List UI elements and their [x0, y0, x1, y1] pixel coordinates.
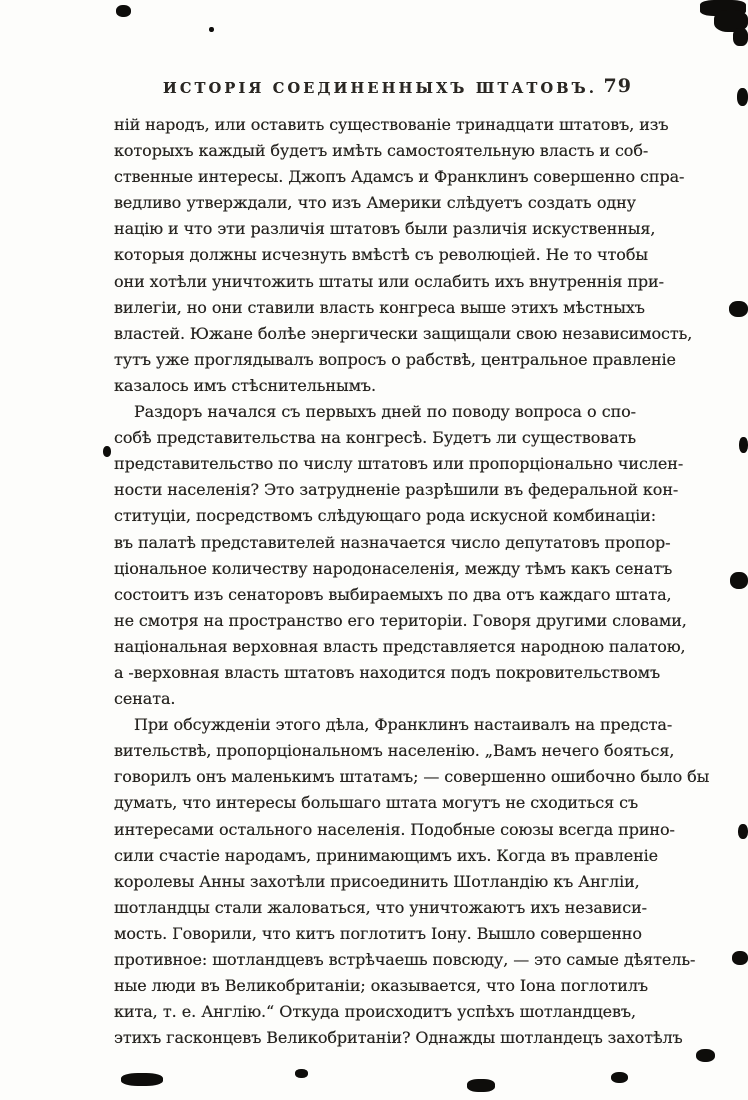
- text-line: ственные интересы. Джопъ Адамсъ и Франклинъ совершенно спра-: [114, 167, 685, 187]
- page-text: [114, 112, 710, 1051]
- text-line: которыя должны исчезнуть вмѣстѣ съ революціей. Не то чтобы: [114, 245, 648, 265]
- text-line: шотландцы стали жаловаться, что уничтожаютъ ихъ независи-: [114, 897, 647, 917]
- text-line: ности населенія? Это затрудненіе разрѣшили въ федеральной кон-: [114, 480, 679, 500]
- scan-artifact: [209, 27, 214, 32]
- scan-artifact: [103, 446, 111, 457]
- text-line: а -верховная власть штатовъ находится подъ покровительствомъ: [114, 662, 661, 682]
- text-line: властей. Южане болѣе энергически защищали свою независимость,: [114, 323, 693, 343]
- text-line: ціональное количеству народонаселенія, между тѣмъ какъ сенатъ: [114, 558, 673, 578]
- text-line: интересами остального населенія. Подобные союзы всегда прино-: [114, 819, 675, 839]
- scan-artifact: [467, 1079, 495, 1092]
- text-line: казалось имъ стѣснительнымъ.: [114, 375, 376, 395]
- text-line: состоитъ изъ сенаторовъ выбираемыхъ по два отъ каждаго штата,: [114, 584, 672, 604]
- text-line: вилегіи, но они ставили власть конгреса выше этихъ мѣстныхъ: [114, 297, 645, 317]
- text-line: въ палатѣ представителей назначается число депутатовъ пропор-: [114, 532, 671, 552]
- text-line: національная верховная власть представляется народною палатою,: [114, 636, 686, 656]
- text-line: ституціи, посредствомъ слѣдующаго рода искусной комбинаціи:: [114, 506, 656, 526]
- text-line: тутъ уже проглядывалъ вопросъ о рабствѣ, центральное правленіе: [114, 349, 676, 369]
- text-line: сената.: [114, 689, 176, 709]
- scan-artifact: [295, 1069, 308, 1078]
- text-line: они хотѣли уничтожить штаты или ослабить ихъ внутреннія при-: [114, 271, 664, 291]
- text-line: ведливо утверждали, что изъ Америки слѣдуетъ создать одну: [114, 193, 636, 213]
- text-line: королевы Анны захотѣли присоединить Шотландію къ Англіи,: [114, 871, 640, 891]
- scan-artifact: [729, 301, 748, 317]
- scan-artifact: [738, 824, 748, 839]
- scan-artifact: [116, 5, 131, 17]
- text-line: думать, что интересы большаго штата могутъ не сходиться съ: [114, 793, 639, 813]
- running-head: ИСТОРІЯ СОЕДИНЕННЫХЪ ШТАТОВЪ.: [162, 80, 598, 97]
- text-line: вительствѣ, пропорціональномъ населенію. „Вамъ нечего бояться,: [114, 741, 675, 761]
- text-line: не смотря на пространство его територіи. Говоря другими словами,: [114, 610, 687, 630]
- text-line: этихъ гасконцевъ Великобританіи? Однажды шотландецъ захотѣлъ: [114, 1028, 683, 1048]
- scan-artifact: [121, 1073, 163, 1086]
- text-line: противное: шотландцевъ встрѣчаешь повсюду, — это самые дѣятель-: [114, 950, 696, 969]
- text-line: При обсужденіи этого дѣла, Франклинъ настаивалъ на предста-: [134, 715, 673, 735]
- scan-artifact: [730, 572, 748, 589]
- scan-artifact: [732, 951, 748, 965]
- scan-artifact: [739, 437, 748, 453]
- text-line: мость. Говорили, что китъ поглотитъ Іону. Вышло совершенно: [114, 923, 642, 943]
- text-line: собѣ представительства на конгресѣ. Будетъ ли существовать: [114, 428, 636, 448]
- text-line: Раздоръ начался съ первыхъ дней по поводу вопроса о спо-: [134, 402, 636, 422]
- scan-artifact: [611, 1072, 628, 1083]
- text-line: сили счастіе народамъ, принимающимъ ихъ. Когда въ правленіе: [114, 845, 659, 865]
- scan-artifact: [733, 28, 748, 46]
- page-number: 79: [603, 75, 632, 97]
- scan-artifact: [696, 1049, 715, 1062]
- text-line: ные люди въ Великобританіи; оказывается, что Іона поглотилъ: [114, 976, 649, 996]
- text-line: говорилъ онъ маленькимъ штатамъ; — совершенно ошибочно было бы: [114, 767, 710, 787]
- text-line: представительство по числу штатовъ или пропорціонально числен-: [114, 454, 684, 474]
- scan-artifact: [737, 88, 748, 106]
- text-line: кита, т. е. Англію.“ Откуда происходитъ успѣхъ шотландцевъ,: [114, 1002, 636, 1022]
- text-line: ній народъ, или оставить существованіе тринадцати штатовъ, изъ: [114, 115, 669, 134]
- text-line: націю и что эти различія штатовъ были различія искуственныя,: [114, 219, 656, 239]
- text-line: которыхъ каждый будетъ имѣть самостоятельную власть и соб-: [114, 141, 649, 161]
